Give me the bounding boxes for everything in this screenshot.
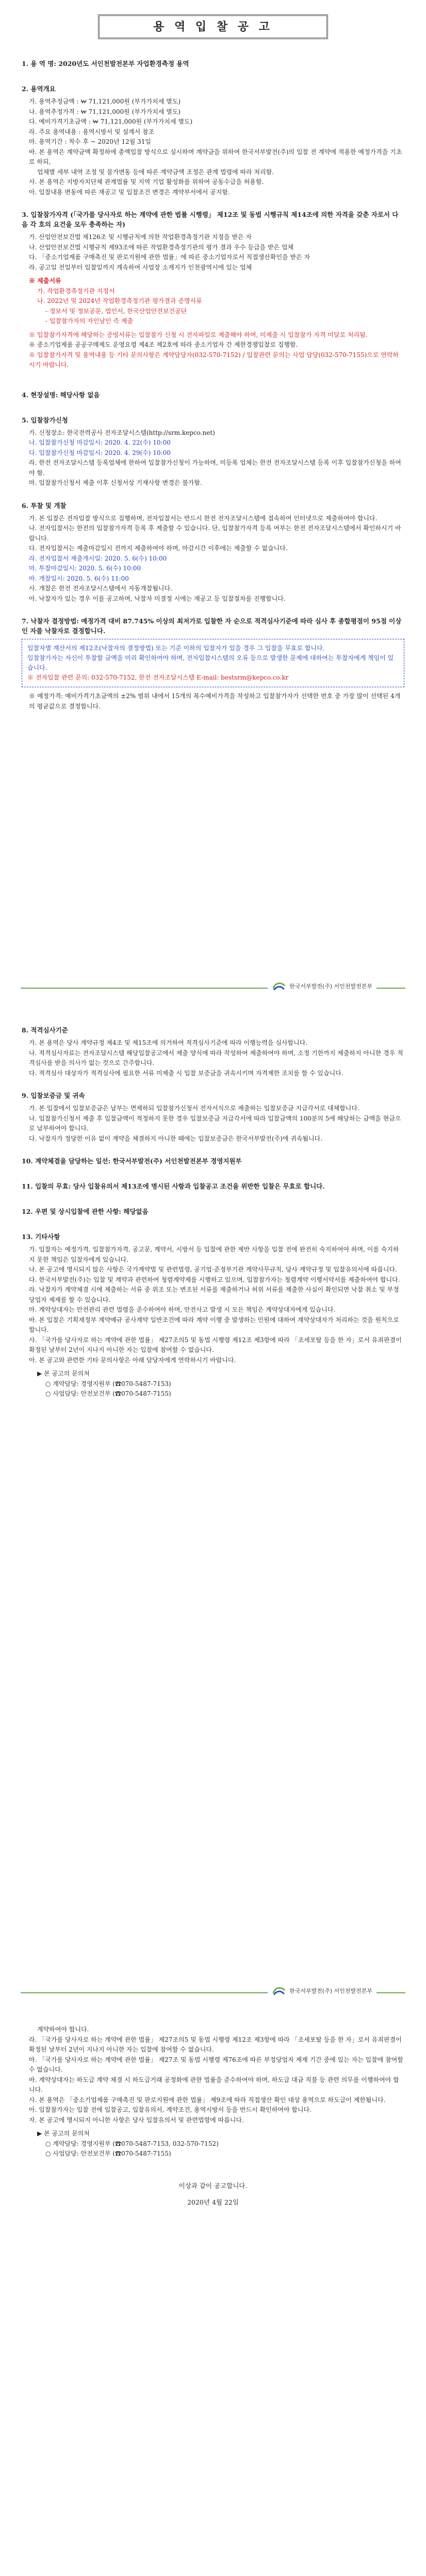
deposit-line: 다. 낙찰자가 정당한 이유 없이 계약을 체결하지 아니한 때에는 입찰보증금은 한국서부발전(주)에 귀속됩니다. [29, 1134, 323, 1142]
footer-company-name: 한국서부발전(주) 서인천발전본부 [289, 983, 372, 990]
section-8-heading: 8. 적격심사기준 [22, 1026, 68, 1034]
page-3 [0, 2009, 426, 2576]
overview-line: 가. 용역추정금액 : ₩ 71,121,000원 (부가가치세 별도) [29, 98, 181, 105]
section-6-heading: 6. 투찰 및 개찰 [22, 501, 67, 510]
qualification-line: 다. 「중소기업제품 구매촉진 및 판로지원에 관한 법률」에 따른 중소기업자로서 직접생산확인을 받은 자 [29, 253, 310, 261]
continued-line: 라. 「국가를 당사자로 하는 계약에 관한 법률」 제27조의5 및 동법 시행령 제12조 제3항에 따라 「조세포탈 등을 한 자」로서 유죄판결이 확정된 날부터 2년이 지나지 아니한 자는 입찰에 참여할 수 없습니다. [29, 2036, 402, 2053]
bidding-line: 아. 낙찰자가 있는 경우 이를 공고하며, 낙찰자 미결정 시에는 재공고 등 입찰절차를 진행합니다. [29, 595, 286, 602]
page-2 [0, 1005, 426, 2009]
misc-line: 가. 입찰자는 예정가격, 입찰참가자격, 공고문, 계약서, 시방서 등 입찰에 관한 제반 사항을 입찰 전에 완전히 숙지하여야 하며, 이를 숙지하지 못한 책임은 입찰자에게 있습니다. [29, 1246, 399, 1263]
company-logo-icon [272, 1985, 286, 1996]
section-2-heading: 2. 용역개요 [22, 85, 56, 93]
continued-line: 사. 본 용역은 「중소기업제품 구매촉진 및 판로지원에 관한 법률」 제9조에 따라 직접생산 확인 대상 용역으로 하도급이 제한됩니다. [29, 2096, 386, 2104]
section-10-heading: 10. 계약체결을 담당하는 일선: 한국서부발전(주) 서인천발전본부 경영지원부 [22, 1157, 242, 1165]
overview-note: 사. 본 용역은 지방자치단체 관계법률 및 지역 기업 활성화를 위하여 공동수급을 허용함. [29, 178, 264, 185]
page-title: 용 역 입 찰 공 고 [98, 14, 328, 39]
continued-line: 바. 계약상대자는 하도급 계약 체결 시 하도급거래 공정화에 관한 법률을 준수하여야 하며, 하도급 대금 직불 등 관련 의무를 이행하여야 합니다. [29, 2076, 399, 2093]
required-doc-item: 가. 작업환경측정기관 지정서 [37, 287, 115, 295]
section-13-heading: 13. 기타사항 [22, 1233, 60, 1241]
deposit-line: 가. 본 입찰에서 입찰보증금은 납부는 면제하되 입찰참가신청서 전자서식으로 제출하는 입찰보증금 지급각서로 대체합니다. [29, 1105, 359, 1112]
bidding-line: 라. 전자입찰서 제출개시일: 2020. 5. 6(수) 10:00 [29, 554, 167, 562]
screening-line: 다. 적격심사 대상자가 적격심사에 필요한 서류 미제출 시 입찰 보증금을 귀속시키며 자격제한 조치를 할 수 있습니다. [29, 1069, 343, 1077]
overview-line: 라. 주요 용역내용 : 용역시방서 및 설계서 참조 [29, 128, 155, 135]
warning-note: ※ 입찰참가자격 및 용역내용 등 기타 문의사항은 계약담당자(032-570-7152) / 입찰관련 문의는 사업 담당(032-570-7155)으로 연락하시기 바랍니다. [29, 351, 399, 368]
contact-item: ○ 계약담당: 경영지원부 (☎070-5487-7153, 032-570-7152) [45, 2140, 219, 2147]
application-line: 가. 신청장소: 한국전력공사 전자조달시스템(http://srm.kepco.net) [29, 429, 215, 436]
continued-line: 마. 「국가를 당사자로 하는 계약에 관한 법률」 제27조 및 동법 시행령 제76조에 따른 부정당업자 제재 기간 중에 있는 자는 입찰에 참여할 수 없습니다. [29, 2056, 403, 2073]
page-footer [0, 1985, 426, 2000]
award-box-line: 입찰참가자는 자신이 투찰할 금액을 미리 확인하여야 하며, 전자입찰시스템의 오류 등으로 발생한 문제에 대하여는 투찰자에게 책임이 있습니다. [27, 654, 394, 671]
misc-line: 사. 「국가를 당사자로 하는 계약에 관한 법률」 제27조의5 및 동법 시행령 제12조 제3항에 따라 「조세포탈 등을 한 자」로서 유죄판결이 확정된 날부터 2년이 지나지 아니한 자는 입찰에 참여할 수 없습니다. [29, 1336, 402, 1353]
page-2-content [22, 1020, 404, 1399]
bidding-line: 사. 개찰은 한전 전자조달시스템에서 자동개찰됩니다. [29, 585, 172, 592]
overview-line: 다. 예비가격기초금액 : ₩ 71,121,000원 (부가가치세 별도) [29, 118, 193, 125]
bidding-line: 마. 투찰마감일시: 2020. 5. 6(수) 10:00 [29, 565, 141, 572]
qualification-line: 나. 산업안전보건법 시행규칙 제93조에 따른 작업환경측정기관의 평가 결과 우수 등급을 받은 업체 [29, 243, 294, 251]
misc-line: 다. 한국서부발전(주)는 입찰 및 계약과 관련하여 청렴계약제를 시행하고 있으며, 입찰참가자는 청렴계약 이행서약서를 제출하여야 합니다. [29, 1276, 400, 1283]
misc-line: 나. 본 공고에 명시되지 않은 사항은 국가계약법 및 관련법령, 공기업·준정부기관 계약사무규칙, 당사 계약규정 및 입찰유의서에 따릅니다. [29, 1266, 397, 1273]
required-docs-heading: ※ 제출서류 [29, 277, 61, 284]
contact-item: ○ 계약담당: 경영지원부 (☎070-5487-7153) [45, 1380, 171, 1387]
section-9-heading: 9. 입찰보증금 및 귀속 [22, 1092, 85, 1099]
page-1-content [22, 14, 404, 711]
contact-item: ○ 사업담당: 안전보건부 (☎070-5487-7155) [45, 1390, 171, 1397]
application-line: 나. 입찰참가신청 마감일시: 2020. 4. 22(수) 10:00 [29, 439, 171, 446]
footer-logo [268, 980, 376, 992]
continued-line: 아. 입찰참가자는 입찰 전에 입찰공고, 입찰유의서, 계약조건, 용역시방서 등을 반드시 확인하여야 합니다. [29, 2106, 312, 2113]
overview-note: 업체별 세부 내역 조정 및 물가변동 등에 따른 계약금액 조정은 관계 법령에 따라 처리함. [37, 168, 274, 176]
award-box-line: 입찰자별 계산서의 제12조(낙찰자의 결정방법) 또는 기준 이하의 입찰자가 있을 경우 그 입찰을 무효로 합니다. [27, 645, 325, 652]
qualification-line: 가. 산업안전보건법 제126조 및 시행규칙에 의한 작업환경측정기관 지정을 받은 자 [29, 233, 252, 241]
bidding-line: 다. 전자입찰서는 제출마감일시 전까지 제출하여야 하며, 마감시간 이후에는 제출할 수 없습니다. [29, 545, 288, 552]
overview-note: 바. 본 용역은 계약금액 확정하에 총액입찰 방식으로 실시하며 계약금을 위하여 한국서부발전(주)의 입찰 전 계약에 적용한 예정가격을 기초로 하되, [29, 148, 402, 165]
section-1-heading: 1. 용 역 명: 2020년도 서인천발전본부 자업환경측정 용역 [22, 60, 189, 67]
application-line: 라. 한전 전자조달시스템 등록업체에 한하여 입찰참가신청이 가능하며, 미등록 업체는 한전 전자조달시스템 등록 이후 입찰참가신청을 하여야 함. [29, 459, 401, 477]
required-doc-item: - 입찰참가자의 자인남인 즉 제출 [45, 317, 134, 325]
section-11-heading: 11. 입찰의 무효: 당사 입찰유의서 제13조에 명시된 사항과 입찰공고 조건을 위반한 입찰은 무효로 합니다. [22, 1182, 325, 1190]
misc-line: 바. 본 입찰은 기획재정부 계약예규 공사계약 일반조건에 따라 계약 이행 중 발생하는 민원에 대하여 계약상대자가 처리하는 것을 원칙으로 합니다. [29, 1316, 399, 1333]
company-logo-icon [272, 980, 286, 992]
footer-logo [268, 1985, 376, 1996]
award-method-box [22, 639, 404, 687]
estimate-price-note: ※ 예정가격: 예비가격기초금액의 ±2% 범위 내에서 15개의 복수예비가격을 작성하고 입찰참가자가 선택한 번호 중 가장 많이 선택된 4개의 평균값으로 결정합니다. [29, 692, 401, 710]
misc-line: 아. 본 공고와 관련한 기타 문의사항은 아래 담당자에게 연락하시기 바랍니다. [29, 1356, 236, 1364]
contacts-intro: ▶ 본 공고의 문의처 [37, 1370, 90, 1377]
qualification-line: 라. 공고일 전일부터 입찰일까지 계속하여 사업장 소재지가 인천광역시에 있는 업체 [29, 263, 252, 271]
misc-line: 라. 낙찰자가 계약체결 시에 제출하는 서류 중 위조 또는 변조된 서류를 제출하거나 허위 서류를 제출한 사실이 확인되면 낙찰 취소 및 부정당업자 제재를 할 수 있습니다. [29, 1286, 399, 1303]
section-5-heading: 5. 입찰참가신청 [22, 416, 68, 424]
overview-line: 나. 용역추정가격 : ₩ 71,121,000원 (부가가치세 별도) [29, 108, 181, 115]
contact-item: ○ 사업담당: 안전보건부 (☎070-5487-7155) [45, 2150, 171, 2157]
screening-line: 나. 적격심사자료는 전자조달시스템 해당입찰공고에서 제출 양식에 따라 작성하여 제출하여야 하며, 소정 기한까지 제출하지 아니한 경우 적격심사를 받을 의사가 없는 것으로 간주합니다. [29, 1049, 403, 1066]
contacts-intro: ▶ 본 공고의 문의처 [37, 2130, 90, 2137]
section-4-heading: 4. 현장설명: 해당사항 없음 [22, 391, 100, 399]
page-footer [0, 980, 426, 995]
closing-statement: 이상과 같이 공고합니다. [178, 2181, 248, 2190]
required-doc-item: 나. 2022년 및 2024년 작업환경측정기관 평가결과 증명서류 [37, 297, 202, 304]
section-3-heading: 3. 입찰참가자격 (「국가를 당사자로 하는 계약에 관한 법률 시행령」 제12조 및 동법 시행규칙 제14조에 의한 자격을 갖춘 자로서 다음 각 호의 요건을 모두 충족하는 자) [22, 211, 399, 228]
warning-note: ※ 입찰참가자격에 해당하는 증빙서류는 입찰참가 신청 시 전자파일로 제출해야 하며, 미제출 시 입찰참가 자격 미달로 처리됨. [29, 331, 368, 338]
continued-line: 계약하여야 합니다. [37, 2026, 89, 2033]
required-doc-item: - 정보서 및 정보공문, 법인서, 한국산업안전보건공단 [45, 307, 187, 315]
screening-line: 가. 본 용역은 당사 계약규정 제4조 및 제15조에 의거하여 적격심사기준에 따라 이행능력을 심사합니다. [29, 1039, 307, 1046]
page-1 [0, 0, 426, 1005]
section-12-heading: 12. 우편 및 상시입찰에 관한 사항: 해당없음 [22, 1208, 149, 1215]
bidding-line: 가. 본 입찰은 전자입찰 방식으로 집행하며, 전자입찰서는 반드시 한전 전자조달시스템에 접속하여 인터넷으로 제출하여야 합니다. [29, 514, 378, 522]
misc-line: 마. 계약상대자는 안전관리 관련 법령을 준수하여야 하며, 안전사고 발생 시 모든 책임은 계약상대자에게 있습니다. [29, 1306, 336, 1313]
award-box-line: ※ 전자입찰 관련 문의: 032-570-7152, 한전 전자조달시스템 E-mail: bestsrm@kepco.co.kr [27, 674, 289, 681]
deposit-line: 나. 입찰참가신청서 제출 후 입찰금액이 적정하지 못한 경우 입찰보증금 지급각서에 따라 입찰금액의 100분의 5에 해당하는 금액을 현금으로 납부하여야 합니다. [29, 1114, 401, 1132]
footer-company-name: 한국서부발전(주) 서인천발전본부 [289, 1988, 372, 1994]
overview-note: 아. 입찰내용 변동에 따른 재공고 및 입찰조건 변경은 계약부서에서 공지함. [29, 188, 230, 196]
page-3-content [22, 2025, 404, 2207]
application-line: 다. 입찰참가신청 마감일시: 2020. 4. 29(수) 10:00 [29, 449, 171, 456]
notice-date: 2020년 4월 22일 [187, 2198, 239, 2206]
bidding-line: 나. 전자입찰서는 한전의 입찰참가자격 등록 후 제출할 수 있습니다. 단, 입찰참가자격 등록 여부는 한전 전자조달시스템에서 확인하시기 바랍니다. [29, 524, 401, 542]
bidding-line: 바. 개찰일시: 2020. 5. 6(수) 11:00 [29, 574, 129, 582]
section-7-heading: 7. 낙찰자 결정방법: 예정가격 대비 87.745% 이상의 최저가로 입찰한 자 순으로 적격심사기준에 따라 심사 후 종합평점이 95점 이상인 자를 낙찰자로 결정합니다. [22, 617, 402, 635]
warning-note: ※ 중소기업제품 공공구매제도 운영요령 제4조 제2호에 따라 중소기업자 간 제한경쟁입찰로 집행함. [29, 341, 298, 348]
application-line: 마. 입찰참가신청서 제출 이후 신청서상 기재사항 변경은 불가함. [29, 479, 202, 486]
continued-line: 자. 본 공고에 명시되지 아니한 사항은 당사 입찰유의서 및 관련법령에 따릅니다. [29, 2116, 244, 2124]
overview-line: 마. 용역기간 : 착수 후 ~ 2020년 12월 31일 [29, 138, 152, 145]
